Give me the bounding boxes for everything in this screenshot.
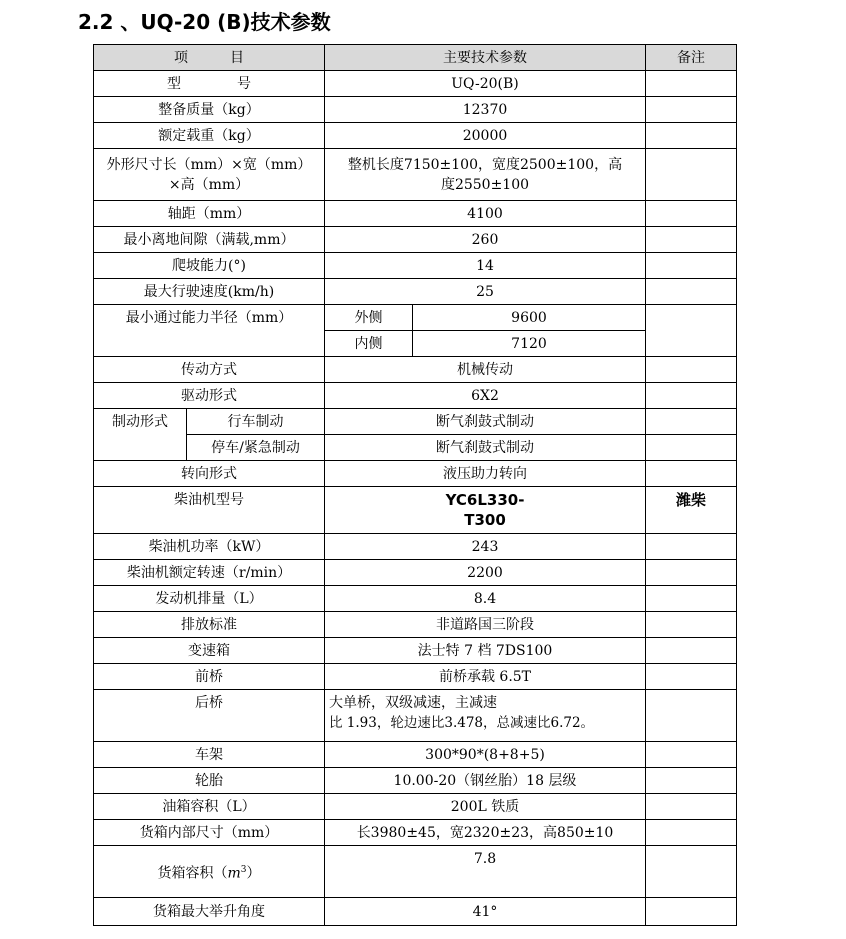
cargo-volume-unit: m — [227, 865, 241, 882]
row-value: 液压助力转向 — [325, 461, 646, 487]
row-label — [94, 846, 325, 898]
row-note — [646, 534, 737, 560]
row-label: 额定载重（kg） — [94, 123, 325, 149]
row-note — [646, 560, 737, 586]
row-label: 最小离地间隙（满载,mm） — [94, 227, 325, 253]
row-note — [646, 586, 737, 612]
row-label: 变速箱 — [94, 638, 325, 664]
table-row — [94, 534, 737, 560]
row-value: 7.8 — [325, 846, 646, 898]
table-row — [94, 279, 737, 305]
row-note — [646, 149, 737, 201]
row-note — [646, 461, 737, 487]
rear-axle-line2: 比 1.93，轮边速比3.478，总减速比6.72。 — [329, 715, 595, 731]
row-label: 轮胎 — [94, 768, 325, 794]
row-label: 最大行驶速度(km/h) — [94, 279, 325, 305]
table-row — [94, 201, 737, 227]
row-value: 8.4 — [325, 586, 646, 612]
row-note — [646, 123, 737, 149]
row-note — [646, 898, 737, 926]
table-header-row — [94, 45, 737, 71]
turning-outer-label: 外侧 — [325, 305, 413, 331]
row-value: 12370 — [325, 97, 646, 123]
table-row — [94, 898, 737, 926]
row-note — [646, 201, 737, 227]
table-row — [94, 586, 737, 612]
header-note: 备注 — [646, 45, 737, 71]
table-row — [94, 664, 737, 690]
row-label: 柴油机功率（kW） — [94, 534, 325, 560]
table-row — [94, 846, 737, 898]
table-row — [94, 435, 737, 461]
row-note — [646, 768, 737, 794]
row-label: 排放标准 — [94, 612, 325, 638]
row-value: 6X2 — [325, 383, 646, 409]
row-note — [646, 664, 737, 690]
row-note — [646, 742, 737, 768]
row-value — [325, 487, 646, 534]
row-label: 转向形式 — [94, 461, 325, 487]
table-row — [94, 97, 737, 123]
row-value: UQ-20(B) — [325, 71, 646, 97]
table-row — [94, 149, 737, 201]
braking-service-value: 断气刹鼓式制动 — [325, 409, 646, 435]
row-note — [646, 279, 737, 305]
row-label: 整备质量（kg） — [94, 97, 325, 123]
table-row — [94, 820, 737, 846]
turning-inner-value: 7120 — [413, 331, 646, 357]
table-row — [94, 690, 737, 742]
turning-inner-label: 内侧 — [325, 331, 413, 357]
row-label: 油箱容积（L） — [94, 794, 325, 820]
row-label: 型 号 — [94, 71, 325, 97]
row-value: 2200 — [325, 560, 646, 586]
row-value: 14 — [325, 253, 646, 279]
row-label: 货箱最大举升角度 — [94, 898, 325, 926]
row-note — [646, 409, 737, 435]
row-note — [646, 820, 737, 846]
row-note — [646, 227, 737, 253]
braking-parking-label: 停车/紧急制动 — [187, 435, 325, 461]
row-value: 260 — [325, 227, 646, 253]
row-value — [325, 690, 646, 742]
row-label: 后桥 — [94, 690, 325, 742]
row-note — [646, 846, 737, 898]
rear-axle-line1: 大单桥，双级减速，主减速 — [329, 695, 497, 711]
table-row — [94, 305, 737, 331]
row-note — [646, 357, 737, 383]
row-note — [646, 305, 737, 357]
table-row — [94, 794, 737, 820]
row-label: 传动方式 — [94, 357, 325, 383]
dimensions-label-line1: 外形尺寸长（mm）×宽（mm） — [106, 156, 312, 173]
table-row — [94, 612, 737, 638]
header-param: 主要技术参数 — [325, 45, 646, 71]
dimensions-label-line2: ×高（mm） — [168, 176, 250, 193]
row-value: 41° — [325, 898, 646, 926]
engine-model-line1: YC6L330- — [445, 491, 525, 509]
row-value: 长3980±45，宽2320±23，高850±10 — [325, 820, 646, 846]
table-row — [94, 123, 737, 149]
row-note — [646, 383, 737, 409]
braking-service-label: 行车制动 — [187, 409, 325, 435]
table-row — [94, 461, 737, 487]
row-value: 前桥承载 6.5T — [325, 664, 646, 690]
turning-outer-value: 9600 — [413, 305, 646, 331]
row-note — [646, 638, 737, 664]
row-label: 前桥 — [94, 664, 325, 690]
table-row — [94, 560, 737, 586]
table-row — [94, 742, 737, 768]
table-row — [94, 227, 737, 253]
table-row — [94, 71, 737, 97]
table-row — [94, 487, 737, 534]
cargo-volume-unit-exp: 3 — [240, 864, 247, 875]
braking-label: 制动形式 — [94, 409, 187, 461]
row-note: 潍柴 — [646, 487, 737, 534]
spec-table — [93, 44, 737, 926]
row-label: 爬坡能力(°) — [94, 253, 325, 279]
row-value: 25 — [325, 279, 646, 305]
row-value: 机械传动 — [325, 357, 646, 383]
dimensions-value-line1: 整机长度7150±100，宽度2500±100，高 — [347, 156, 623, 173]
row-note — [646, 97, 737, 123]
cargo-volume-label-prefix: 货箱容积（ — [157, 865, 228, 882]
row-note — [646, 71, 737, 97]
table-row — [94, 383, 737, 409]
table-row — [94, 638, 737, 664]
row-label — [94, 149, 325, 201]
table-row — [94, 253, 737, 279]
table-row — [94, 409, 737, 435]
row-value: 20000 — [325, 123, 646, 149]
row-value: 法士特 7 档 7DS100 — [325, 638, 646, 664]
table-row — [94, 768, 737, 794]
row-label: 驱动形式 — [94, 383, 325, 409]
dimensions-value-line2: 度2550±100 — [440, 176, 530, 193]
row-label: 柴油机额定转速（r/min） — [94, 560, 325, 586]
cargo-volume-label-suffix: ） — [246, 865, 261, 882]
row-note — [646, 690, 737, 742]
engine-model-line2: T300 — [464, 511, 506, 529]
row-value — [325, 149, 646, 201]
braking-parking-value: 断气刹鼓式制动 — [325, 435, 646, 461]
row-label: 发动机排量（L） — [94, 586, 325, 612]
row-value: 10.00-20（钢丝胎）18 层级 — [325, 768, 646, 794]
row-value: 243 — [325, 534, 646, 560]
row-note — [646, 612, 737, 638]
section-heading: 2.2 、UQ-20 (B)技术参数 — [78, 10, 331, 34]
row-note — [646, 435, 737, 461]
row-note — [646, 794, 737, 820]
row-label: 车架 — [94, 742, 325, 768]
row-label: 最小通过能力半径（mm） — [94, 305, 325, 357]
row-label: 轴距（mm） — [94, 201, 325, 227]
row-value: 非道路国三阶段 — [325, 612, 646, 638]
row-label: 货箱内部尺寸（mm） — [94, 820, 325, 846]
row-value: 4100 — [325, 201, 646, 227]
row-label: 柴油机型号 — [94, 487, 325, 534]
row-value: 300*90*(8+8+5) — [325, 742, 646, 768]
table-row — [94, 357, 737, 383]
header-item: 项 目 — [94, 45, 325, 71]
row-note — [646, 253, 737, 279]
row-value: 200L 铁质 — [325, 794, 646, 820]
